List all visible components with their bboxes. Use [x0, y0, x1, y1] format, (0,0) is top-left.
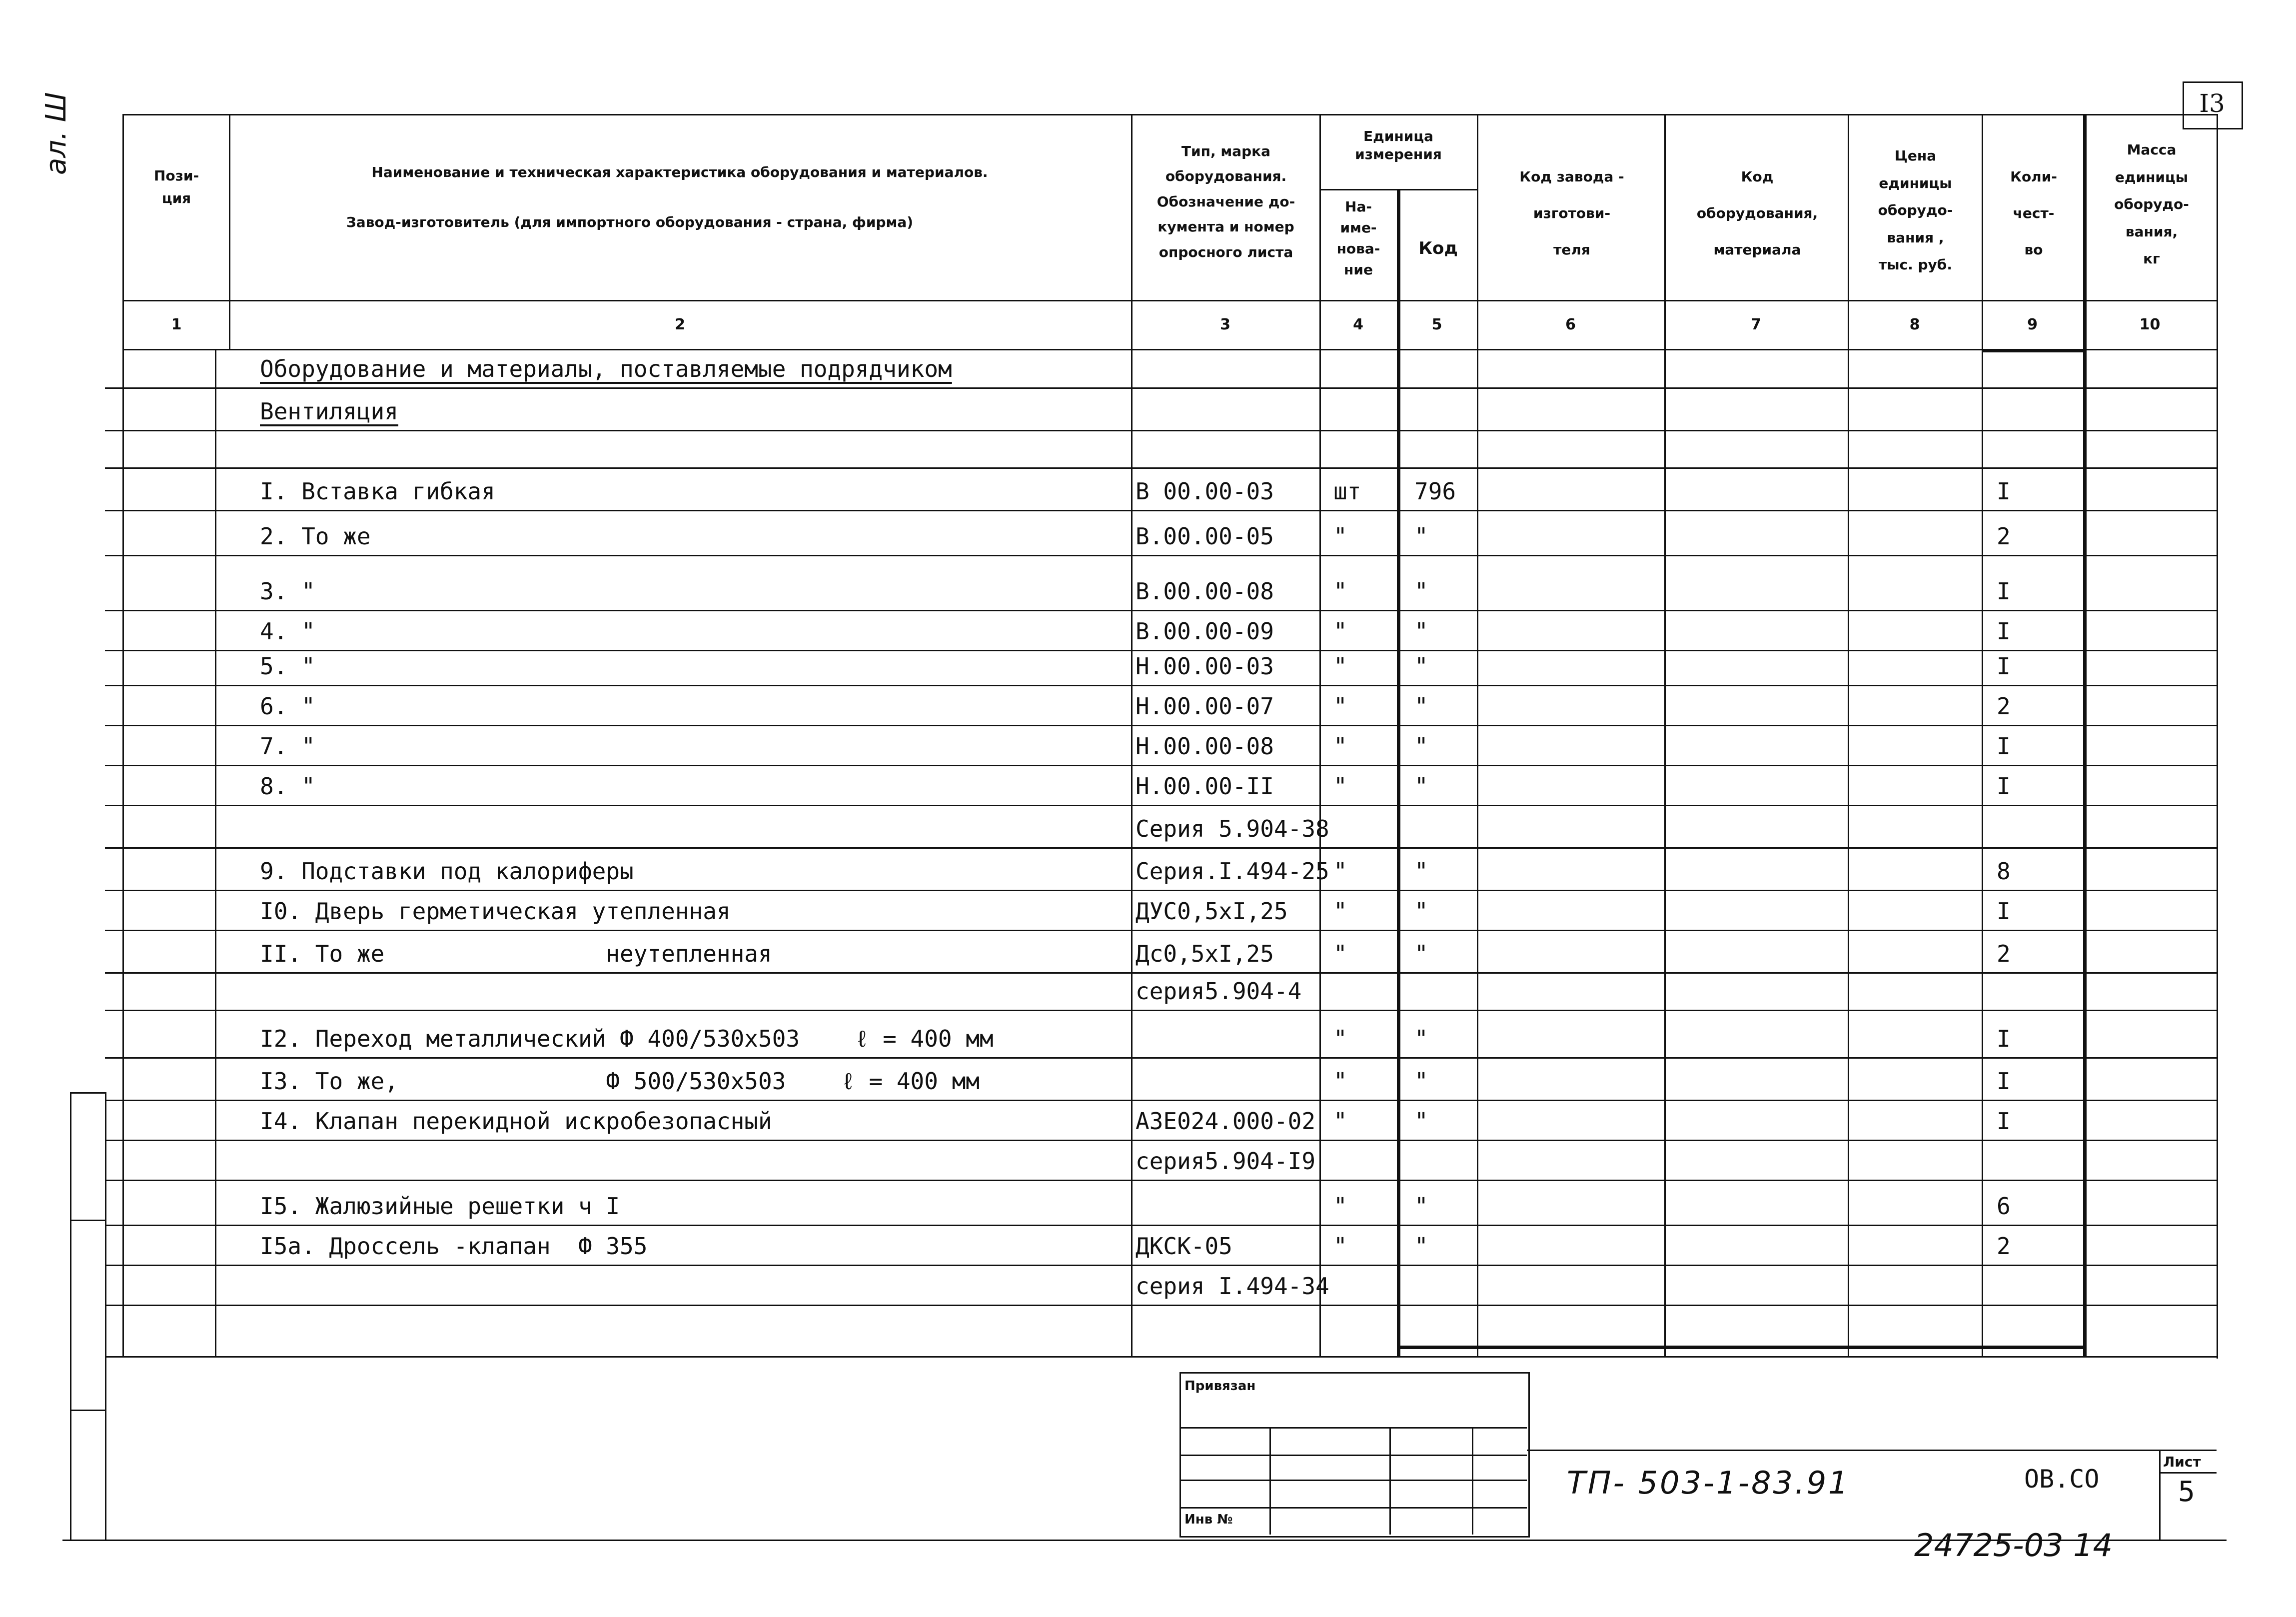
table-cell-code: ": [1414, 1025, 1428, 1052]
table-cell-qty: 6: [1997, 1193, 2011, 1220]
row-divider: [105, 890, 2217, 891]
table-cell-type: Серия.I.494-25: [1136, 858, 1329, 885]
stamp-line-1: [1179, 1427, 1527, 1429]
table-cell-name: 4. ": [260, 618, 315, 645]
archive-number: 24725-03 14: [1914, 1527, 2113, 1564]
table-cell-unit: ": [1333, 578, 1347, 605]
table-cell-qty: I: [1997, 773, 2011, 800]
header-position: Пози- ция: [153, 167, 199, 206]
table-cell-type: серия5.904-4: [1136, 978, 1302, 1005]
col-divider-5: [1477, 114, 1478, 1356]
row-divider: [105, 387, 2217, 389]
section-code: ОВ.СО: [2024, 1465, 2100, 1494]
table-cell-type: Серия 5.904-38: [1136, 815, 1329, 842]
table-cell-code: ": [1414, 773, 1428, 800]
table-cell-name: 8. ": [260, 773, 315, 800]
frame-left-tick-3: [70, 1410, 106, 1411]
docnum-field-top: [1527, 1450, 2217, 1451]
row-divider: [105, 555, 2217, 556]
colnum-9: 9: [2027, 316, 2038, 333]
colnum-4: 4: [1353, 316, 1363, 333]
col-divider-8: [1982, 114, 1983, 1356]
table-cell-code: 796: [1414, 478, 1456, 505]
sheet-corner-number: I3: [2199, 89, 2225, 118]
row-divider: [105, 430, 2217, 431]
table-cell-qty: 2: [1997, 693, 2011, 720]
sheet-box-left: [2159, 1450, 2161, 1540]
table-cell-name: I5а. Дроссель -клапан Ф 355: [260, 1233, 648, 1260]
table-cell-code: ": [1414, 523, 1428, 550]
col-divider-1: [229, 114, 230, 349]
table-cell-type: Н.00.00-03: [1136, 653, 1274, 680]
table-cell-qty: I: [1997, 578, 2011, 605]
table-cell-unit: ": [1333, 1068, 1347, 1095]
table-cell-code: ": [1414, 1108, 1428, 1135]
frame-left-tick-2: [70, 1220, 106, 1221]
stamp-line-3: [1179, 1480, 1527, 1481]
table-cell-qty: 2: [1997, 940, 2011, 967]
table-cell-type: Дс0,5xI,25: [1136, 940, 1274, 967]
header-quantity: Коли- чест- во: [2010, 168, 2057, 258]
row-divider: [105, 1265, 2217, 1266]
row-divider: [105, 805, 2217, 806]
table-cell-code: ": [1414, 898, 1428, 925]
table-cell-qty: I: [1997, 478, 2011, 505]
row-divider: [105, 765, 2217, 766]
table-cell-name: I. Вставка гибкая: [260, 478, 495, 505]
table-cell-code: ": [1414, 1068, 1428, 1095]
table-cell-unit: ": [1333, 898, 1347, 925]
row-divider: [105, 650, 2217, 651]
table-cell-name: II. То же неутепленная: [260, 940, 772, 967]
colnum-5: 5: [1431, 316, 1442, 333]
row-divider: [105, 972, 2217, 974]
row-divider: [105, 467, 2217, 469]
table-cell-type: ДКСК-05: [1136, 1233, 1232, 1260]
row-divider: [105, 1180, 2217, 1181]
header-unit-name: На- име- нова- ние: [1336, 198, 1380, 278]
col-divider-6: [1664, 114, 1666, 1356]
table-bottom: [105, 1356, 2217, 1358]
table-cell-name: 7. ": [260, 733, 315, 760]
table-cell-qty: 8: [1997, 858, 2011, 885]
stamp-vline-2: [1389, 1427, 1391, 1535]
row-divider: [105, 725, 2217, 726]
stamp-vline-3: [1472, 1427, 1473, 1535]
header-type: Тип, марка оборудования. Обозначение до- кумента и номер опросного листа: [1156, 143, 1295, 260]
header-unit-code: Код: [1418, 238, 1458, 258]
table-cell-unit: шт: [1333, 478, 1361, 505]
table-cell-qty: I: [1997, 733, 2011, 760]
table-cell-code: ": [1414, 653, 1428, 680]
table-cell-qty: I: [1997, 1025, 2011, 1052]
table-cell-name: 6. ": [260, 693, 315, 720]
table-cell-unit: ": [1333, 1108, 1347, 1135]
row-divider: [105, 1057, 2217, 1059]
table-cell-code: ": [1414, 940, 1428, 967]
header-bottom: [122, 300, 2217, 301]
table-cell-qty: I: [1997, 653, 2011, 680]
row-divider: [105, 1010, 2217, 1011]
table-cell-type: Н.00.00-II: [1136, 773, 1274, 800]
table-cell-type: Н.00.00-07: [1136, 693, 1274, 720]
table-cell-type: В.00.00-08: [1136, 578, 1274, 605]
col-divider-3: [1319, 114, 1321, 1356]
table-cell-unit: ": [1333, 1193, 1347, 1220]
table-cell-name: 5. ": [260, 653, 315, 680]
frame-right: [2217, 114, 2218, 1359]
table-cell-code: ": [1414, 1193, 1428, 1220]
row-divider: [105, 685, 2217, 686]
table-cell-qty: 2: [1997, 1233, 2011, 1260]
col-divider-1b: [215, 349, 216, 1356]
table-cell-qty: I: [1997, 618, 2011, 645]
col-divider-9: [2083, 114, 2087, 1356]
row-divider: [105, 610, 2217, 611]
table-cell-code: ": [1414, 858, 1428, 885]
sheet-number: 5: [2178, 1476, 2195, 1508]
table-cell-type: серия5.904-I9: [1136, 1148, 1316, 1175]
stamp-line-4: [1179, 1507, 1527, 1509]
colnum-8: 8: [1909, 316, 1920, 333]
table-cell-name: 9. Подставки под калориферы: [260, 858, 634, 885]
frame-left-outer: [105, 1092, 106, 1540]
table-cell-unit: ": [1333, 1025, 1347, 1052]
header-factory-code: Код завода - изготови- теля: [1519, 168, 1624, 258]
row-divider: [105, 510, 2217, 511]
table-cell-type: серия I.494-34: [1136, 1273, 1329, 1300]
colnum-3: 3: [1220, 316, 1230, 333]
frame-left-mark: [70, 1092, 71, 1540]
table-cell-name: I2. Переход металлический Ф 400/530x503 ℓ = 400 мм: [260, 1025, 994, 1052]
table-cell-name: I0. Дверь герметическая утепленная: [260, 898, 731, 925]
table-body-bottom: [1397, 1346, 2087, 1349]
table-cell-name: 3. ": [260, 578, 315, 605]
row-divider: [105, 847, 2217, 849]
table-cell-qty: I: [1997, 898, 2011, 925]
table-cell-unit: ": [1333, 733, 1347, 760]
table-cell-unit: ": [1333, 1233, 1347, 1260]
table-cell-code: ": [1414, 733, 1428, 760]
table-cell-code: ": [1414, 693, 1428, 720]
header-name-line2: Завод-изготовитель (для импортного оборудования - страна, фирма): [346, 214, 914, 230]
doc-number: ТП- 503-1-83.91: [1567, 1465, 1850, 1501]
row-divider: [105, 1100, 2217, 1101]
col-divider-7: [1848, 114, 1849, 1356]
header-equipment-code: Код оборудования, материала: [1696, 168, 1818, 258]
row-divider: [105, 1305, 2217, 1306]
table-cell-type: В.00.00-05: [1136, 523, 1274, 550]
col-divider-2: [1131, 114, 1133, 1356]
frame-top: [122, 114, 2217, 115]
header-price: Цена единицы оборудо- вания , тыс. руб.: [1878, 147, 1953, 273]
table-cell-name: I3. То же, Ф 500/530x503 ℓ = 400 мм: [260, 1068, 980, 1095]
table-cell-type: Н.00.00-08: [1136, 733, 1274, 760]
row-divider: [105, 930, 2217, 931]
row-divider: [105, 1225, 2217, 1226]
colnum-1: 1: [171, 316, 182, 333]
header-name-line1: Наименование и техническая характеристика оборудования и материалов.: [371, 164, 988, 180]
colnum-bottom: [122, 349, 2217, 350]
qty-col-top: [1982, 349, 2087, 352]
table-cell-type: ДУС0,5xI,25: [1136, 898, 1288, 925]
row-divider: [105, 1140, 2217, 1141]
header-mass: Масса единицы оборудо- вания, кг: [2114, 141, 2189, 267]
table-cell-qty: I: [1997, 1068, 2011, 1095]
table-cell-name: Оборудование и материалы, поставляемые подрядчиком: [260, 355, 952, 382]
table-cell-unit: ": [1333, 940, 1347, 967]
table-cell-name: Вентиляция: [260, 398, 398, 425]
table-cell-type: АЗЕ024.000-02: [1136, 1108, 1316, 1135]
colnum-2: 2: [675, 316, 685, 333]
stamp-line-2: [1179, 1455, 1527, 1456]
margin-note: ал. Ш: [40, 92, 72, 175]
table-cell-name: I5. Жалюзийные решетки ч I: [260, 1193, 620, 1220]
colnum-7: 7: [1751, 316, 1761, 333]
table-cell-type: В.00.00-09: [1136, 618, 1274, 645]
sheet-box-mid: [2159, 1472, 2217, 1474]
frame-left-tick-1: [70, 1092, 106, 1094]
table-cell-qty: I: [1997, 1108, 2011, 1135]
table-cell-type: В 00.00-03: [1136, 478, 1274, 505]
table-cell-name: 2. То же: [260, 523, 371, 550]
table-cell-unit: ": [1333, 858, 1347, 885]
table-cell-unit: ": [1333, 773, 1347, 800]
table-cell-name: I4. Клапан перекидной искробезопасный: [260, 1108, 772, 1135]
frame-bottom: [62, 1540, 2227, 1541]
colnum-6: 6: [1565, 316, 1576, 333]
header-unit-group: Единица измерения: [1355, 128, 1442, 163]
table-cell-unit: ": [1333, 653, 1347, 680]
stamp-bound-label: Привязан: [1184, 1379, 1256, 1394]
colnum-10: 10: [2139, 316, 2161, 333]
table-cell-unit: ": [1333, 693, 1347, 720]
table-cell-qty: 2: [1997, 523, 2011, 550]
sheet-label: Лист: [2163, 1454, 2201, 1470]
table-cell-unit: ": [1333, 523, 1347, 550]
table-cell-code: ": [1414, 578, 1428, 605]
stamp-inv-label: Инв №: [1184, 1512, 1233, 1527]
table-cell-code: ": [1414, 1233, 1428, 1260]
table-cell-code: ": [1414, 618, 1428, 645]
stamp-vline-1: [1269, 1427, 1271, 1535]
table-cell-unit: ": [1333, 618, 1347, 645]
